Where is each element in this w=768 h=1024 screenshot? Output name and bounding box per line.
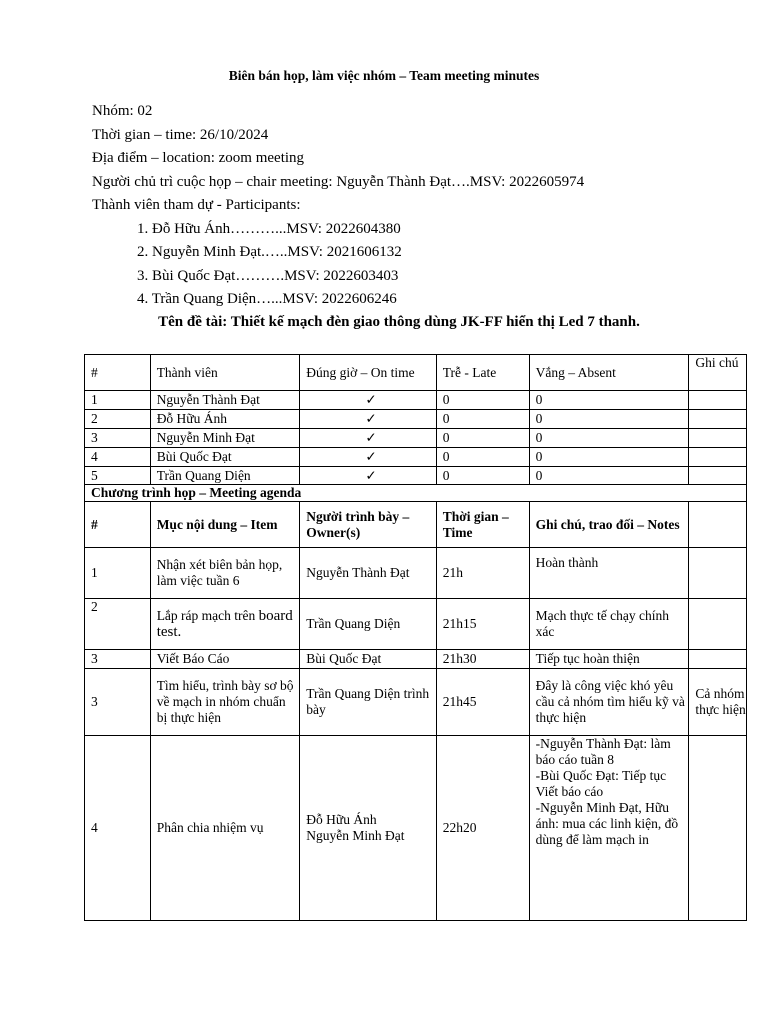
checkmark-icon: ✓ — [300, 467, 436, 485]
note-cell — [689, 429, 747, 448]
chair-line: Người chủ trì cuộc họp – chair meeting: Nguyễn Thành Đạt….MSV: 2022605974 — [92, 173, 585, 190]
table-header-cell: Mục nội dung – Item — [150, 502, 300, 548]
member-name: Nguyễn Minh Đạt — [150, 429, 300, 448]
attendance-header-row — [85, 355, 747, 391]
agenda-item — [150, 599, 300, 650]
agenda-time: 22h20 — [436, 736, 529, 921]
row-number: 2 — [85, 410, 151, 429]
time-line: Thời gian – time: 26/10/2024 — [92, 126, 269, 143]
member-name: Bùi Quốc Đạt — [150, 448, 300, 467]
note-cell — [689, 391, 747, 410]
agenda-time: 21h30 — [436, 650, 529, 669]
agenda-row — [85, 736, 747, 921]
table-header-cell: Ghi chú — [689, 355, 747, 391]
agenda-item-text: board test. — [156, 608, 293, 640]
agenda-notes: Đây là công việc khó yêu cầu cả nhóm tìm hiểu kỹ và thực hiện — [529, 669, 689, 736]
row-number: 1 — [85, 548, 151, 599]
minutes-table — [84, 354, 747, 921]
meeting-info — [92, 100, 584, 312]
checkmark-icon: ✓ — [300, 429, 436, 448]
participant-item: 2. Nguyễn Minh Đạt.…..MSV: 2021606132 — [137, 244, 402, 260]
note-cell — [689, 410, 747, 429]
agenda-row — [85, 669, 747, 736]
attendance-row — [85, 448, 747, 467]
table-header-cell: Đúng giờ – On time — [300, 355, 436, 391]
participant-item: 3. Bùi Quốc Đạt……….MSV: 2022603403 — [137, 267, 399, 284]
table-header-cell: Ghi chú, trao đối – Notes — [529, 502, 689, 548]
table-header-cell: # — [85, 502, 151, 548]
absent-count: 0 — [529, 391, 689, 410]
note-cell — [689, 448, 747, 467]
note-cell — [689, 502, 747, 548]
project-topic: Tên đề tài: Thiết kế mạch đèn giao thông dùng JK-FF hiển thị Led 7 thanh. — [158, 314, 640, 330]
participants-heading: Thành viên tham dự - Participants: — [92, 197, 301, 213]
row-number: 2 — [85, 599, 151, 650]
table-header-cell: # — [85, 355, 151, 391]
note-cell — [689, 467, 747, 485]
attendance-row — [85, 467, 747, 485]
note-cell — [689, 599, 747, 650]
member-name: Trần Quang Diện — [150, 467, 300, 485]
checkmark-icon: ✓ — [300, 410, 436, 429]
note-cell — [689, 548, 747, 599]
note-cell — [689, 650, 747, 669]
agenda-time: 21h45 — [436, 669, 529, 736]
row-number: 3 — [85, 429, 151, 448]
owner-line: Đỗ Hữu Ánh — [306, 812, 377, 827]
absent-count: 0 — [529, 429, 689, 448]
table-header-cell: Trễ - Late — [436, 355, 529, 391]
agenda-item: Tìm hiểu, trình bày sơ bộ về mạch in nhóm chuẩn bị thực hiện — [150, 669, 300, 736]
table-header-cell: Người trình bày – Owner(s) — [300, 502, 436, 548]
agenda-time: 21h15 — [436, 599, 529, 650]
agenda-row — [85, 599, 747, 650]
agenda-owner: Trần Quang Diện — [300, 599, 436, 650]
late-count: 0 — [436, 391, 529, 410]
late-count: 0 — [436, 448, 529, 467]
owner-line: Nguyễn Minh Đạt — [306, 828, 405, 843]
agenda-owner: Bùi Quốc Đạt — [300, 650, 436, 669]
agenda-row — [85, 650, 747, 669]
member-name: Nguyễn Thành Đạt — [150, 391, 300, 410]
agenda-owner — [300, 736, 436, 921]
member-name: Đỗ Hữu Ánh — [150, 410, 300, 429]
agenda-item: Nhận xét biên bản họp, làm việc tuần 6 — [150, 548, 300, 599]
attendance-row — [85, 391, 747, 410]
agenda-notes: Hoàn thành — [529, 548, 689, 599]
row-number: 3 — [85, 650, 151, 669]
document-title: Biên bán họp, làm việc nhóm – Team meeting minutes — [228, 68, 540, 83]
checkmark-icon: ✓ — [300, 391, 436, 410]
agenda-item-text: Lắp ráp mạch trên — [156, 608, 259, 623]
agenda-notes: Mạch thực tế chạy chính xác — [529, 599, 689, 650]
table-header-cell: Thời gian – Time — [436, 502, 529, 548]
note-cell — [689, 736, 747, 921]
row-number: 3 — [85, 669, 151, 736]
agenda-owner: Trần Quang Diện trình bày — [300, 669, 436, 736]
agenda-notes — [529, 736, 689, 921]
agenda-time: 21h — [436, 548, 529, 599]
late-count: 0 — [436, 410, 529, 429]
absent-count: 0 — [529, 410, 689, 429]
agenda-row — [85, 548, 747, 599]
absent-count: 0 — [529, 467, 689, 485]
checkmark-icon: ✓ — [300, 448, 436, 467]
participant-item: 1. Đỗ Hữu Ánh………...MSV: 2022604380 — [137, 220, 401, 237]
participant-item: 4. Trần Quang Diện…...MSV: 2022606246 — [137, 291, 397, 307]
agenda-title-row — [85, 485, 747, 502]
attendance-row — [85, 429, 747, 448]
agenda-title: Chương trình họp – Meeting agenda — [85, 485, 747, 502]
table-header-cell: Thành viên — [150, 355, 300, 391]
agenda-notes: Tiếp tục hoàn thiện — [529, 650, 689, 669]
late-count: 0 — [436, 429, 529, 448]
agenda-header-row — [85, 502, 747, 548]
row-number: 4 — [85, 448, 151, 467]
notes-line: -Nguyễn Minh Đạt, Hữu ánh: mua các linh kiện, đồ dùng để làm mạch in — [535, 800, 679, 847]
agenda-item: Phân chia nhiệm vụ — [150, 736, 300, 921]
notes-line: -Bùi Quốc Đạt: Tiếp tục Viết báo cáo — [535, 768, 667, 799]
late-count: 0 — [436, 467, 529, 485]
row-number: 5 — [85, 467, 151, 485]
location-line: Địa điểm – location: zoom meeting — [92, 150, 305, 166]
attendance-row — [85, 410, 747, 429]
group-line: Nhóm: 02 — [92, 103, 153, 119]
row-number: 1 — [85, 391, 151, 410]
absent-count: 0 — [529, 448, 689, 467]
notes-line: -Nguyễn Thành Đạt: làm báo cáo tuần 8 — [535, 736, 671, 767]
row-number: 4 — [85, 736, 151, 921]
agenda-item: Viết Báo Cáo — [150, 650, 300, 669]
table-header-cell: Vắng – Absent — [529, 355, 689, 391]
agenda-owner: Nguyễn Thành Đạt — [300, 548, 436, 599]
note-cell: Cả nhóm thực hiện — [689, 669, 747, 736]
